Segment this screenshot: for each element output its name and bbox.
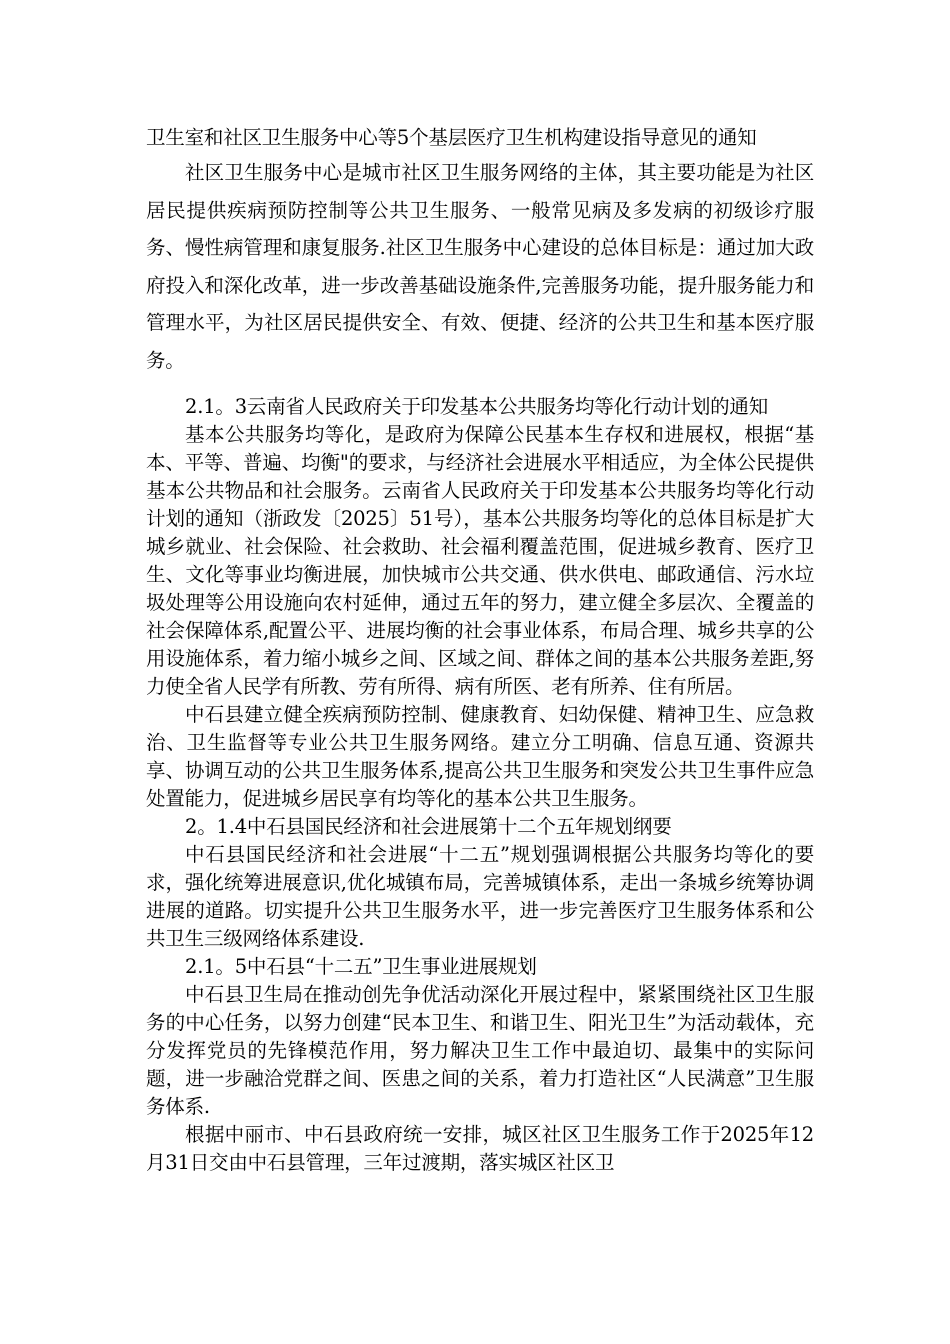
paragraph-community-center: 社区卫生服务中心是城市社区卫生服务网络的主体，其主要功能是为社区居民提供疾病预防控制等公共卫生服务、一般常见病及多发病的初级诊疗服务、慢性病管理和康复服务.社区卫生服务中心建设的总体目标是：通过加大政府投入和深化改革，进一步改善基础设施条件,完善服务功能，提升服务能力和管理水平，为社区居民提供安全、有效、便捷、经济的公共卫生和基本医疗服务。 bbox=[146, 161, 814, 372]
section-heading-2-1-4: 2。1.4中石县国民经济和社会进展第十二个五年规划纲要 bbox=[185, 815, 672, 838]
paragraph-five-year-plan: 中石县国民经济和社会进展“十二五”规划强调根据公共服务均等化的要求，强化统筹进展意识,优化城镇布局，完善城镇体系，走出一条城乡统筹协调进展的道路。切实提升公共卫生服务水平，进一步完善医疗卫生服务体系和公共卫生三级网络体系建设. bbox=[146, 843, 814, 950]
paragraph-equalization: 基本公共服务均等化，是政府为保障公民基本生存权和进展权，根据“基本、平等、普遍、均衡"的要求，与经济社会进展水平相适应，为全体公民提供基本公共物品和社会服务。云南省人民政府关于印发基本公共服务均等化行动计划的通知（浙政发〔2025〕51号），基本公共服务均等化的总体目标是扩大城乡就业、社会保险、社会救助、社会福利覆盖范围，促进城乡教育、医疗卫生、文化等事业均衡进展，加快城市公共交通、供水供电、邮政通信、污水垃圾处理等公用设施向农村延伸，通过五年的努力，建立健全多层次、全覆盖的社会保障体系,配置公平、进展均衡的社会事业体系，布局合理、城乡共享的公用设施体系，着力缩小城乡之间、区域之间、群体之间的基本公共服务差距,努力使全省人民学有所教、劳有所得、病有所医、老有所养、住有所居。 bbox=[146, 423, 814, 698]
document-body bbox=[146, 124, 814, 1177]
paragraph-public-health-network: 中石县建立健全疾病预防控制、健康教育、妇幼保健、精神卫生、应急救治、卫生监督等专业公共卫生服务网络。建立分工明确、信息互通、资源共享、协调互动的公共卫生服务体系,提高公共卫生服务和突发公共卫生事件应急处置能力，促进城乡居民享有均等化的基本公共卫生服务。 bbox=[146, 703, 814, 810]
paragraph-transition: 根据中丽市、中石县政府统一安排，城区社区卫生服务工作于2025年12月31日交由中石县管理，三年过渡期，落实城区社区卫 bbox=[146, 1123, 814, 1174]
paragraph-notice-title: 卫生室和社区卫生服务中心等5个基层医疗卫生机构建设指导意见的通知 bbox=[146, 126, 757, 149]
section-heading-2-1-3: 2.1。3云南省人民政府关于印发基本公共服务均等化行动计划的通知 bbox=[185, 395, 769, 418]
paragraph-health-bureau: 中石县卫生局在推动创先争优活动深化开展过程中，紧紧围绕社区卫生服务的中心任务，以努力创建“民本卫生、和谐卫生、阳光卫生”为活动载体，充分发挥党员的先锋模范作用，努力解决卫生工作中最迫切、最集中的实际问题，进一步融洽党群之间、医患之间的关系，着力打造社区“人民满意”卫生服务体系. bbox=[146, 983, 814, 1118]
section-heading-2-1-5: 2.1。5中石县“十二五”卫生事业进展规划 bbox=[185, 955, 537, 978]
